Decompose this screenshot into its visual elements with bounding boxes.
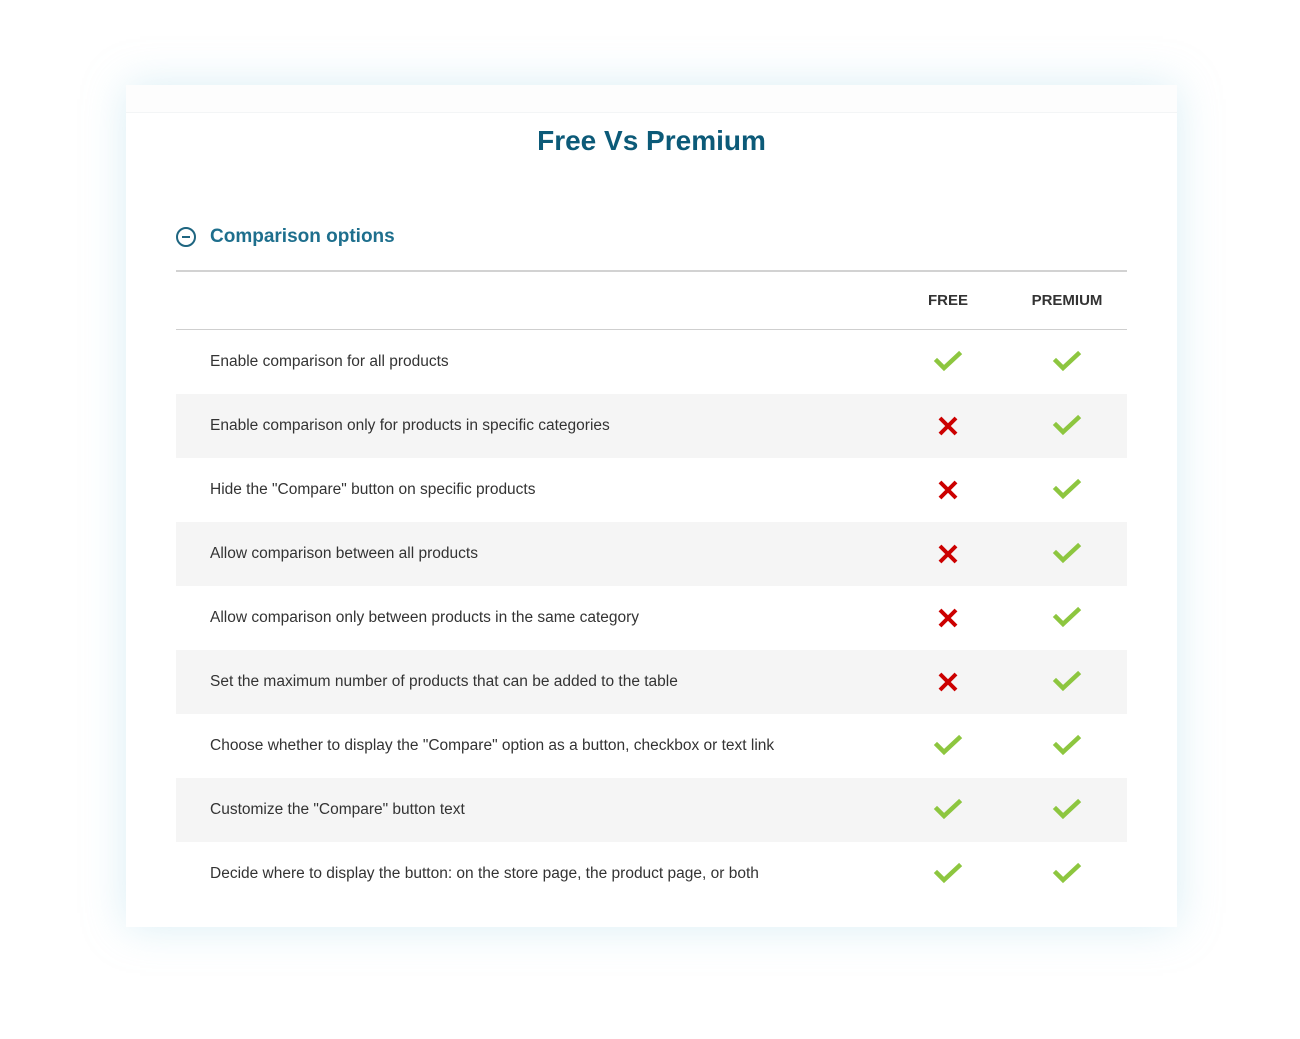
feature-label: Enable comparison for all products xyxy=(210,353,449,370)
feature-label: Enable comparison only for products in specific categories xyxy=(210,417,610,434)
feature-label: Allow comparison between all products xyxy=(210,545,478,562)
comparison-card xyxy=(126,85,1177,927)
cross-icon-free xyxy=(933,666,963,696)
column-header-free: FREE xyxy=(927,292,969,309)
table-header xyxy=(176,272,1127,330)
feature-label: Choose whether to display the "Compare" option as a button, checkbox or text link xyxy=(210,737,775,754)
page-title: Free Vs Premium xyxy=(537,125,766,156)
section-toggle[interactable] xyxy=(176,226,395,248)
feature-label: Hide the "Compare" button on specific products xyxy=(210,481,536,498)
table-row xyxy=(176,330,1127,394)
check-icon-free xyxy=(933,730,963,760)
minus-circle-icon[interactable] xyxy=(176,227,196,247)
table-row xyxy=(176,394,1127,458)
table-row xyxy=(176,842,1127,906)
table-row xyxy=(176,714,1127,778)
table-row xyxy=(176,650,1127,714)
feature-label: Allow comparison only between products in the same category xyxy=(210,609,640,626)
cross-icon-free xyxy=(933,602,963,632)
comparison-table xyxy=(176,270,1127,906)
check-icon-premium xyxy=(1052,666,1082,696)
table-row xyxy=(176,522,1127,586)
feature-label: Decide where to display the button: on the store page, the product page, or both xyxy=(210,865,759,882)
section-label: Comparison options xyxy=(210,226,395,247)
check-icon-free xyxy=(933,858,963,888)
check-icon-premium xyxy=(1052,474,1082,504)
top-strip xyxy=(126,85,1177,113)
cross-icon-free xyxy=(933,474,963,504)
check-icon-premium xyxy=(1052,346,1082,376)
check-icon-premium xyxy=(1052,602,1082,632)
table-row xyxy=(176,586,1127,650)
check-icon-premium xyxy=(1052,858,1082,888)
check-icon-free xyxy=(933,794,963,824)
feature-label: Customize the "Compare" button text xyxy=(210,801,465,818)
cross-icon-free xyxy=(933,410,963,440)
check-icon-premium xyxy=(1052,794,1082,824)
check-icon-premium xyxy=(1052,730,1082,760)
check-icon-premium xyxy=(1052,410,1082,440)
check-icon-free xyxy=(933,346,963,376)
table-row xyxy=(176,778,1127,842)
column-header-premium: PREMIUM xyxy=(1031,292,1103,309)
feature-label: Set the maximum number of products that can be added to the table xyxy=(210,673,678,690)
table-row xyxy=(176,458,1127,522)
cross-icon-free xyxy=(933,538,963,568)
check-icon-premium xyxy=(1052,538,1082,568)
